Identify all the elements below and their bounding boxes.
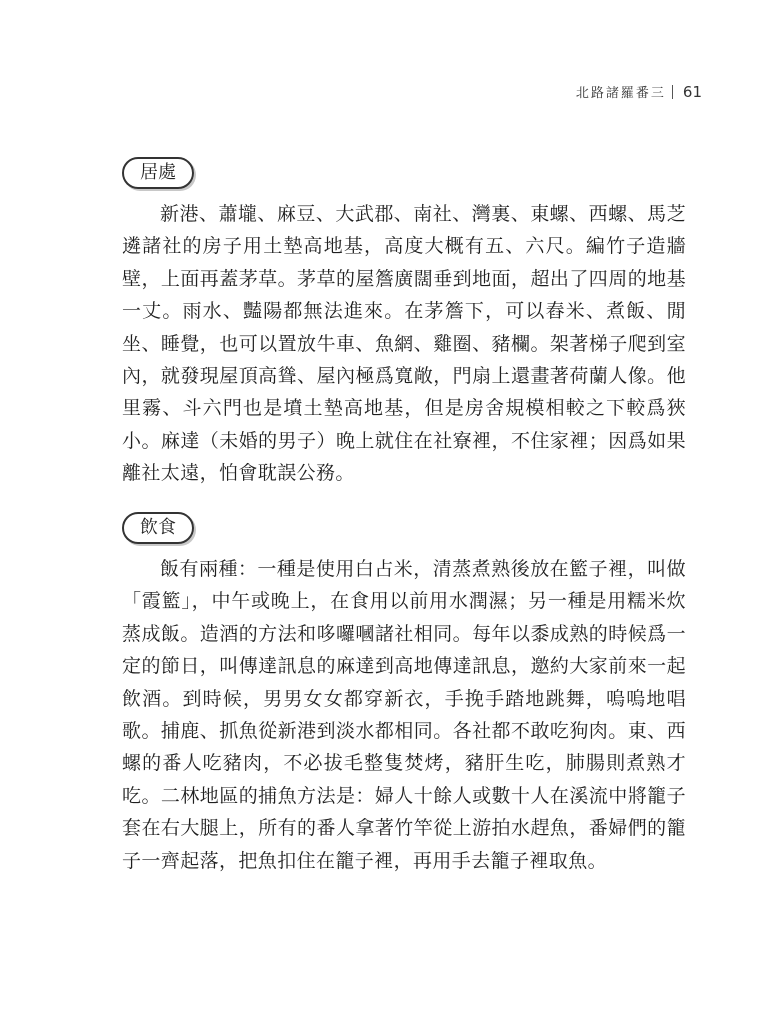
- running-title: 北路諸羅番三: [575, 86, 666, 101]
- header-divider: [672, 85, 673, 99]
- section-heading-residence: 居處: [122, 157, 194, 189]
- running-header: [576, 82, 702, 101]
- paragraph-residence: 新港、蕭壠、麻豆、大武郡、南社、灣裏、東螺、西螺、馬芝遴諸社的房子用土墊高地基，高度大概有五、六尺。編竹子造牆壁，上面再蓋茅草。茅草的屋簷廣闊垂到地面，超出了四周的地基一丈。雨水、豔陽都無法進來。在茅簷下，可以舂米、煮飯、閒坐、睡覺，也可以置放牛車、魚網、雞圈、豬欄。架著梯子爬到室內，就發現屋頂高聳、屋內極爲寬敞，門扇上還畫著荷蘭人像。他里霧、斗六門也是墳土墊高地基，但是房舍規模相較之下較爲狹小。麻達（未婚的男子）晚上就住在社寮裡，不住家裡；因爲如果離社太遠，怕會耽誤公務。: [122, 203, 686, 485]
- page-number: 61: [682, 82, 702, 101]
- section-heading-food: 飲食: [122, 512, 194, 544]
- section-residence: [122, 157, 686, 490]
- paragraph-food: 飯有兩種：一種是使用白占米，清蒸煮熟後放在籃子裡，叫做「霞籃」，中午或晚上，在食用以前用水潤濕；另一種是用糯米炊蒸成飯。造酒的方法和哆囉嘓諸社相同。每年以黍成熟的時候爲一定的節日，叫傳達訊息的麻達到高地傳達訊息，邀約大家前來一起飲酒。到時候，男男女女都穿新衣，手挽手踏地跳舞，嗚嗚地唱歌。捕鹿、抓魚從新港到淡水都相同。各社都不敢吃狗肉。東、西螺的番人吃豬肉，不必拔毛整隻焚烤，豬肝生吃，肺腸則煮熟才吃。二林地區的捕魚方法是：婦人十餘人或數十人在溪流中將籠子套在右大腿上，所有的番人拿著竹竿從上游拍水趕魚，番婦們的籠子一齊起落，把魚扣住在籠子裡，再用手去籠子裡取魚。: [122, 558, 686, 872]
- section-food: [122, 512, 686, 877]
